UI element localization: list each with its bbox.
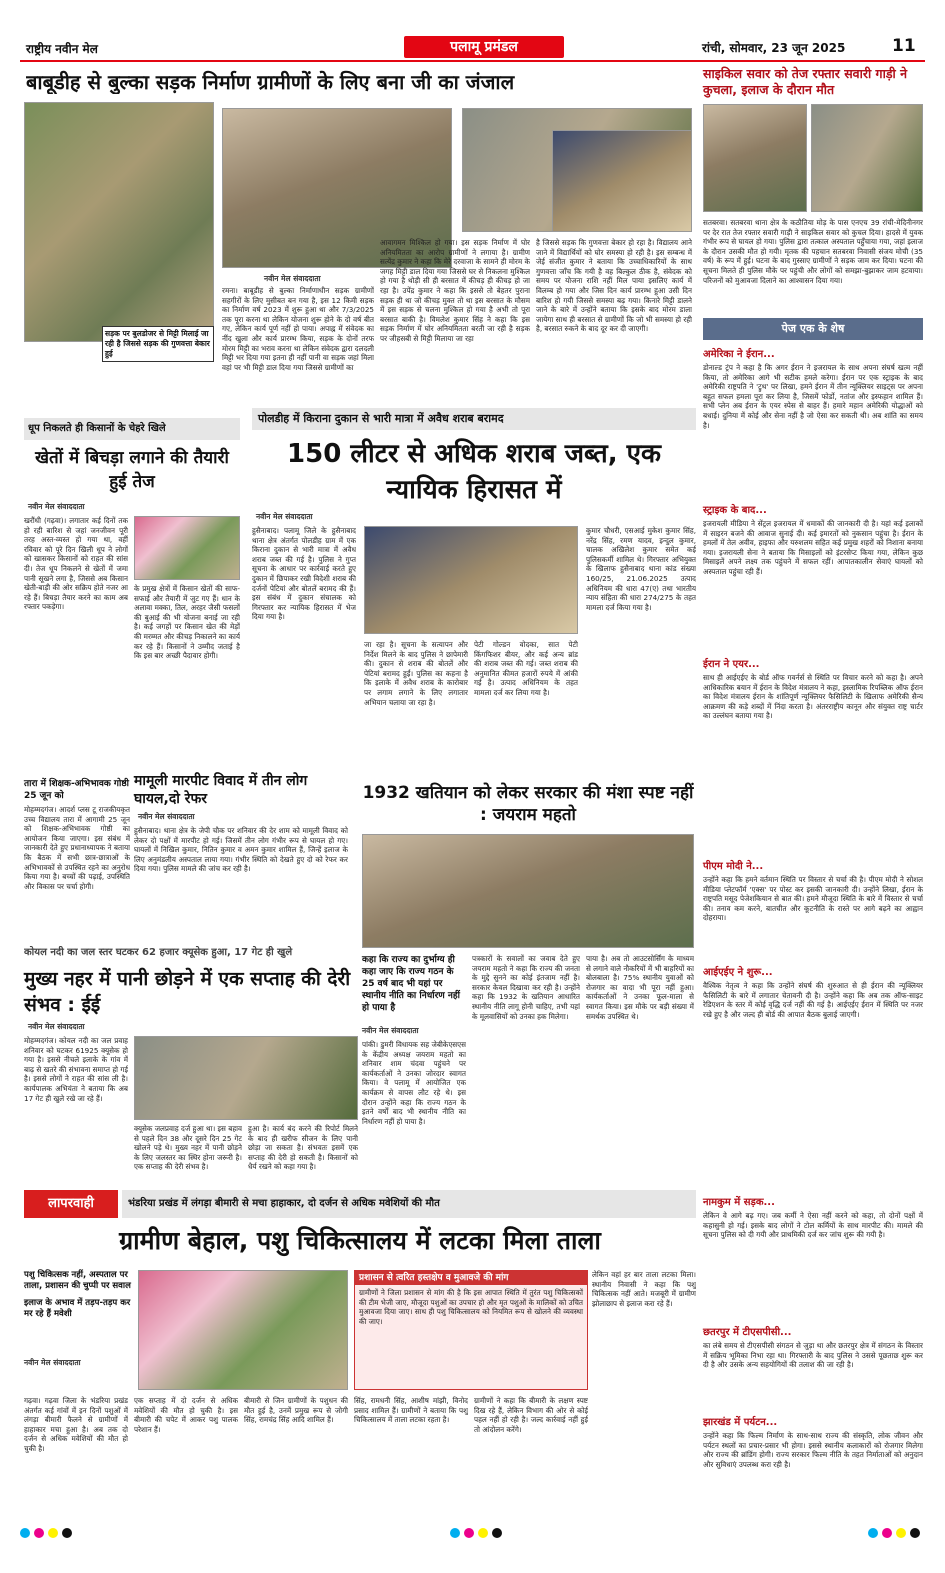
continued-text: साथ ही आईएईए के बोर्ड ऑफ गवर्नर्स से स्थिति पर विचार करने को कहा है। अपने आधिकारिक बयान में ईरान के विदेश मंत्रालय ने कहा, इस्लामिक रिपब्लिक ऑफ ईरान का विदेश मंत्रालय ईरान के शांतिपूर्ण न्यूक्लियर फैसिलिटी के खिलाफ अमेरिकी सैन्य आक्रमण की कड़े शब्दों में निंदा करता है। अंतरराष्ट्रीय कानून और संयुक्त राष्ट्र चार्टर का उल्लंघन बताया गया है। — [703, 673, 923, 721]
story-text-col5: ग्रामीणों ने कहा कि बीमारी के लक्षण स्पष्ट दिख रहे हैं, लेकिन विभाग की ओर से कोई पहल नहीं हो रही है। जल्द कार्रवाई नहीं हुई तो आंदोलन करेंगे। — [474, 1396, 588, 1434]
headline: साइकिल सवार को तेज रफ्तार सवारी गाड़ी ने कुचला, इलाज के दौरान मौत — [703, 66, 908, 97]
continued-head: स्ट्राइक के बाद... — [703, 505, 767, 516]
brief-meeting — [24, 778, 130, 938]
headline: 1932 खतियान को लेकर सरकार की मंशा स्पष्ट नहीं : जयराम महतो — [362, 783, 694, 825]
byline: नवीन मेल संवाददाता — [138, 812, 195, 821]
story-text-col3: हुआ है। कार्य बंद करने की रिपोर्ट मिलने के बाद ही खरीफ सीजन के लिए पानी छोड़ा जा सकता है। संभवतः इसमें एक सप्ताह की देरी हो सकती है। किसानों को धैर्य रखने को कहा गया है। — [248, 1124, 358, 1172]
story-text-col2: क्यूसेक जलप्रवाह दर्ज हुआ था। इस बहाव से पहले दिन 38 और दूसरे दिन 25 गेट खोलने पड़े थे। मुख्य नहर में पानी छोड़ने के लिए जलस्तर का स्थिर होना जरूरी है। एक सप्ताह की देरी संभव है। — [134, 1124, 242, 1172]
story-cyclist-accident — [703, 64, 925, 314]
story-text-col2: आवागमन मिश्किल हो गया। इस सड़क निर्माण में घोर अनियमितता का आरोप ग्रामीणों ने लगाया है। ग्रामीण सत्येंद्र कुमार ने कहा कि मेरे दरवाजा के सामने ही मोरम के जगह मिट्टी डाल दिया गया जिससे घर से निकलना मुश्किल हो गया है थोड़ी सी ही बरसात में कीचड़ ही कीचड़ हो जा रहा है। उपेंद्र कुमार ने कहा कि इससे तो बेहतर पुराना सड़क ही था जो कीचड़ मुक्त तो था इस बरसात के मौसम में इस सड़क से चलना मुश्किल हो गया है अभी तो पूरा बरसात बाकी है। विमलेश कुमार सिंह ने कहा कि इस सड़क निर्माण में घोर अनियमितता बरती जा रही है सड़क पर जीहसबी से मिट्टी मिलाया जा रहा — [380, 238, 530, 343]
headline: ग्रामीण बेहाल, पशु चिकित्सालय में लटका मिला ताला — [119, 1226, 601, 1255]
story-text-col1: हुसैनाबाद। पलामू जिले के हुसैनाबाद थाना क्षेत्र अंतर्गत पोलडीह ग्राम में एक किराना दुकान से भारी मात्रा में अवैध शराब जब्त की गई है। पुलिस ने गुप्त सूचना के आधार पर कार्रवाई करते हुए दुकान में छिपाकर रखी विदेशी शराब की दर्जनों पेटियां और बोतलें बरामद की हैं। इस संबंध में दुकान संचालक को गिरफ्तार कर न्यायिक हिरासत में भेज दिया गया है। — [252, 526, 356, 622]
photo-caption: सड़क पर बुलडोजर से मिट्टी मिलाई जा रही है जिससे सड़क की गुणवत्ता बेकार हुई — [102, 326, 214, 362]
road-photo-4 — [552, 130, 692, 232]
byline: नवीन मेल संवाददाता — [264, 274, 321, 283]
registration-mark — [492, 1528, 502, 1538]
demand-title: प्रशासन से त्वरित हस्तक्षेप व मुआवजे की मांग — [355, 1271, 587, 1285]
headline: तारा में शिक्षक-अभिभावक गोष्ठी 25 जून को — [24, 779, 129, 801]
seized-liquor-photo — [364, 526, 578, 634]
paper-name: राष्ट्रीय नवीन मेल — [26, 42, 98, 56]
continued-item — [703, 1324, 923, 1408]
headline: 150 लीटर से अधिक शराब जब्त, एक न्यायिक हिरासत में — [287, 439, 661, 505]
kicker: पोलडीह में किराना दुकान से भारी मात्रा में अवैध शराब बरामद — [252, 408, 696, 430]
kicker: भंडरिया प्रखंड में लंगड़ा बीमारी से मचा हाहाकार, दो दर्जन से अधिक मवेशियों की मौत — [122, 1190, 696, 1218]
story-text-col3: है जिससे सड़क कि गुणवत्ता बेकार हो रहा है। विद्यालय आने जाने में विद्यार्थियों को घोर समस्या हो रही है। इस सम्बन्ध में जेई संजीत कुमार ने बताया कि उच्चाधिकारियों के साथ गुणवत्ता जाँच कि गयी है वह बिल्कुल ठीक है, संवेदक को समय पर योजना राशि नहीं मिल पाया इसलिए कार्य में विलम्ब हो गया और जिस दिन कार्य प्रारम्भ हुआ उसी दिन बारिश हो गयी जिससे समस्या बढ़ गया। किनारे मिट्टी डालने जाने के बारे में उन्होंने बताया कि इसके बाद मोरम डाला जायेगा साथ ही बरसात से ग्रामीणों कि जो भी समस्या हो रही है, बरसात रुकने के बाद दूर कर दी जाएगी। — [536, 238, 692, 334]
continued-item — [703, 502, 923, 652]
byline: नवीन मेल संवाददाता — [256, 512, 313, 521]
continued-head: ईरान ने एयर... — [703, 659, 760, 670]
pullquote: कहा कि राज्य का दुर्भाग्य ही कहा जाए कि राज्य गठन के 25 वर्ष बाद भी यहां पर स्थानीय नीति का निर्धारण नहीं हो पाया है — [362, 955, 460, 1013]
story-text-col2: जा रहा है। सूचना के सत्यापन और निर्देश मिलने के बाद पुलिस ने छापेमारी की। दुकान से शराब की बोतलें और पेटियां बरामद हुईं। पुलिस का कहना है कि इलाके में अवैध शराब के कारोबार पर लगाम लगाने के लिए लगातार अभियान चलाया जा रहा है। — [364, 640, 468, 707]
tractor-photo — [134, 516, 240, 580]
story-jairam-mahto — [362, 782, 696, 1182]
bullet-item: पशु चिकित्सक नहीं, अस्पताल पर ताला, प्रशासन की चुप्पी पर सवाल — [24, 1270, 131, 1291]
registration-mark — [882, 1528, 892, 1538]
accident-photo-1 — [703, 104, 807, 212]
tag: लापरवाही — [24, 1190, 118, 1218]
byline: नवीन मेल संवाददाता — [362, 1026, 419, 1035]
registration-mark — [896, 1528, 906, 1538]
story-text-col2: के प्रमुख क्षेत्रों में किसान खेतों की साफ-सफाई और तैयारी में जुट गए हैं। धान के अलावा मक्का, तिल, अरहर जैसी फसलों की बुआई की भी योजना बनाई जा रही है। कई जगहों पर किसान खेत की मेड़ों की मरम्मत और कीचड़ निकालने का कार्य कर रहे हैं। किसानों ने उम्मीद जताई है कि इस बार अच्छी पैदावार होगी। — [134, 584, 240, 661]
registration-mark — [478, 1528, 488, 1538]
leaders-photo — [362, 834, 694, 948]
story-text-col4: सिंह, रामधनी सिंह, आशीष मांझी, विनोद प्रसाद शामिल हैं। ग्रामीणों ने बताया कि पशु चिकित्सालय में ताला लटका रहता है। — [354, 1396, 468, 1425]
road-photo-main — [24, 102, 214, 342]
continued-text: उन्होंने कहा कि फिल्म निर्माण के साथ-साथ राज्य की संस्कृति, लोक जीवन और पर्यटन स्थलों का प्रचार-प्रसार भी होगा। इससे स्थानीय कलाकारों को रोजगार मिलेगा और राज्य की ब्रांडिंग होगी। राज्य सरकार फिल्म नीति के तहत निर्माताओं को अनुदान और सुविधाएं उपलब्ध करा रही है। — [703, 1431, 923, 1469]
continued-head: झारखंड में पर्यटन... — [703, 1417, 778, 1428]
continued-item — [703, 964, 923, 1184]
story-text-col6: लेकिन वहां हर बार ताला लटका मिला। स्थानीय निवासी ने कहा कि पशु चिकित्सक नहीं आते। मजबूरी में ग्रामीण झोलाछाप से इलाज करा रहे हैं। — [592, 1270, 696, 1308]
story-text-col1: रमना। बाबूडीह से बुल्का निर्माणाधीन सड़क ग्रामीणों सहगीरों के लिए मुसीबत बन गया है, इस 12 किमी सड़क का निर्माण वर्ष 2023 में शुरू हुआ था और 7/3/2025 तक पूरा करना था लेकिन योजना शुरू होने के दो वर्ष बीत गए, लेकिन कार्य पूर्ण नहीं हो पाया। अपाह्न में संवेदक का नींद खुला और कार्य प्रारम्भ किया, सड़क के दोनों तरफ मोरम मिट्टी का भराव करना था लेकिन संवेदक द्वारा दलदली मिट्टी भर दिया गया इतना ही नहीं पानी वा सड़क जहां मिला वहां पर भी मिट्टी डाल दिया गया जिससे ग्रामीणों का — [222, 286, 374, 372]
section-label: पलामू प्रमंडल — [404, 36, 564, 58]
story-text-col1: गढ़वा। गढ़वा जिला के भंडरिया प्रखंड अंतर्गत कई गांवों में इन दिनों पशुओं में लंगड़ा बीमारी फैलने से ग्रामीणों में हाहाकार मचा हुआ है। अब तक दो दर्जन से अधिक मवेशियों की मौत हो चुकी है। — [24, 1396, 128, 1453]
kicker: कोयल नदी का जल स्तर घटकर 62 हजार क्यूसेक हुआ, 17 गेट ही खुले — [24, 947, 293, 958]
dateline: रांची, सोमवार, 23 जून 2025 — [702, 41, 846, 55]
registration-mark — [20, 1528, 30, 1538]
story-text-col1: पांकी। डुमरी विधायक सह जेबीकेएसएस के केंद्रीय अध्यक्ष जयराम महतो का शनिवार शाम चंदवा पहुंचने पर कार्यकर्ताओं ने उनका जोरदार स्वागत किया। वे पलामू में आयोजित एक कार्यक्रम से वापस लौट रहे थे। इस दौरान उन्होंने कहा कि राज्य गठन के इतने वर्षों बाद भी स्थानीय नीति का निर्धारण नहीं हो पाया है। — [362, 1040, 466, 1126]
story-text-col3: बीमारी से जिन ग्रामीणों के पशुधन की मौत हुई है, उनमें प्रमुख रूप से जोगी सिंह, रामचंद्र सिंह आदि शामिल हैं। — [244, 1396, 348, 1425]
bullet-list — [24, 1270, 134, 1326]
story-text-col4: कुमार चौधरी, एसआई मुकेश कुमार सिंह, नरेंद्र सिंह, रमण यादव, इन्दुल कुमार, चालक अखिलेश कुमार समेत कई पुलिसकर्मी शामिल थे। गिरफ्तार अभियुक्त के खिलाफ हुसैनाबाद थाना कांड संख्या 160/25, 21.06.2025 उत्पाद अधिनियम की धारा 47(ए) तथा भारतीय न्याय संहिता की धारा 274/275 के तहत मामला दर्ज किया गया है। — [586, 526, 696, 612]
demand-text: ग्रामीणों ने जिला प्रशासन से मांग की है कि इस आपात स्थिति में तुरंत पशु चिकित्सकों की टीम भेजी जाए, मौजूदा पशुओं का उपचार हो और मृत पशुओं के मालिकों को उचित मुआवजा दिया जाए। साथ ही पशु चिकित्सालय को नियमित रूप से खोलने की व्यवस्था की जाए। — [359, 1288, 583, 1326]
continued-banner: पेज एक के शेष — [703, 318, 923, 340]
headline: बाबूडीह से बुल्का सड़क निर्माण ग्रामीणों के लिए बना जी का जंजाल — [26, 70, 515, 94]
excavator-photo — [134, 1036, 358, 1120]
byline: नवीन मेल संवाददाता — [28, 1022, 85, 1031]
demand-box — [354, 1270, 588, 1390]
vet-hospital-photo — [138, 1270, 348, 1390]
story-veterinary-locked — [24, 1190, 696, 1523]
story-assault — [134, 712, 354, 942]
continued-text: इजरायली मीडिया ने सेंट्रल इजरायल में धमाकों की जानकारी दी है। यहां कई इलाकों में साइरन बजने की आवाज सुनाई दी। कई इमारतों को नुकसान पहुंचा है। ईरान के हमलों में तेल अवीव, हाइफा और यरुशलम सहित कई प्रमुख शहरों को निशाना बनाया गया। इजरायली सेना ने बताया कि मिसाइलों को इंटरसेप्ट किया गया, लेकिन कुछ मिसाइलें अपने लक्ष्य तक पहुंचने में सफल रहीं। आपातकालीन सेवाएं घायलों को अस्पताल पहुंचा रही हैं। — [703, 519, 923, 576]
registration-mark — [62, 1528, 72, 1538]
continued-text: उन्होंने कहा कि हमने वर्तमान स्थिति पर विस्तार से चर्चा की है। पीएम मोदी ने सोशल मीडिया प्लेटफॉर्म 'एक्स' पर पोस्ट कर इसकी जानकारी दी। उन्होंने लिखा, ईरान के राष्ट्रपति मसूद पेजेशकियान से बात की। हमने मौजूदा स्थिति के बारे में विस्तार से चर्चा की। तनाव कम करने, बातचीत और कूटनीति के रास्ते पर आगे बढ़ने का आह्वान दोहराया। — [703, 875, 923, 923]
continued-text: लेकिन वे आगे बढ़ गए। जब कर्मी ने ऐसा नहीं करने को कहा, तो दोनों पक्षों में कहासुनी हो गई। इसके बाद लोगों ने टोल कर्मियों के साथ मारपीट की। मामले की सूचना पुलिस को दी गयी और प्राथमिकी दर्ज कर जांच शुरू की गयी है। — [703, 1211, 923, 1240]
continued-item — [703, 656, 923, 846]
byline: नवीन मेल संवाददाता — [24, 1358, 81, 1367]
registration-mark — [464, 1528, 474, 1538]
bullet-item: इलाज के अभाव में तड़प-तड़प कर मर रहे हैं मवेशी — [24, 1298, 131, 1319]
continued-head: आईएईए ने शुरू... — [703, 967, 773, 978]
continued-head: नामकुम में सड़क... — [703, 1197, 775, 1208]
story-text-col3: पाया है। अब तो आउटसोर्सिंग के माध्यम से लगाने वाले नौकरियों में भी बाहरियों का बोलबाला है। 75% स्थानीय युवाओं को रोजगार का वादा भी पूरा नहीं हुआ। कार्यकर्ताओं ने उनका फूल-माला से स्वागत किया। इस मौके पर बड़ी संख्या में समर्थक उपस्थित थे। — [586, 954, 694, 1021]
masthead — [20, 36, 925, 62]
story-text: सतबरवा। सतबरवा थाना क्षेत्र के कठौतिया मोड़ के पास एनएच 39 रांची-मेदिनीनगर पर देर रात तेज रफ्तार सवारी गाड़ी ने साइकिल सवार को कुचल दिया। हादसे में युवक गंभीर रूप से घायल हो गया। पुलिस द्वारा तत्काल अस्पताल पहुँचाया गया, जहां इलाज के दौरान उसकी मौत हो गयी। मृतक की पहचान सतबरवा निवासी संजय मोची (35 वर्ष) के रूप में हुई। घटना के बाद गुस्साए ग्रामीणों ने सड़क जाम कर दिया। घटना की सूचना मिलते ही पुलिस मौके पर पहुंची और लोगों को समझा-बुझाकर जाम हटवाया। परिजनों को मुआवजा दिलाने का आश्वासन दिया गया। — [703, 218, 923, 285]
continued-text: का लंबे समय से टीएसपीसी संगठन से जुड़ा था और छतरपुर क्षेत्र में संगठन के विस्तार में सक्रिय भूमिका निभा रहा था। गिरफ्तारी के बाद पुलिस ने उससे पूछताछ शुरू कर दी है और उसके अन्य सहयोगियों की तलाश की जा रही है। — [703, 1341, 923, 1370]
kicker: धूप निकलते ही किसानों के चेहरे खिले — [24, 418, 240, 440]
story-text-col1: मोहम्मदगंज। कोयल नदी का जल प्रवाह शनिवार को घटकर 61925 क्यूसेक हो गया है। इससे नीचले इलाके के गांव में बाढ़ से खतरे की संभावना समाप्त हो गई है। इससे लोगों ने राहत की सांस ली है। कार्यपालक अभियंता ने बताया कि अब 17 गेट ही खुले रखे जा रहे हैं। — [24, 1036, 128, 1103]
story-text: मोहम्मदगंज। आदर्श प्लस टू राजकीयकृत उच्च विद्यालय तारा में आगामी 25 जून को शिक्षक-अभिभावक गोष्ठी का आयोजन किया जाएगा। इस संबंध में जानकारी देते हुए प्रधानाध्यापक ने बताया कि बैठक में सभी छात्र-छात्राओं के अभिभावकों से उपस्थित रहने का अनुरोध किया गया है। बच्चों की पढ़ाई, उपस्थिति और विकास पर चर्चा होगी। — [24, 805, 130, 891]
byline: नवीन मेल संवाददाता — [28, 502, 85, 511]
continued-head: अमेरिका ने ईरान... — [703, 349, 775, 360]
story-text: हुसैनाबाद। थाना क्षेत्र के जेपी चौक पर शनिवार की देर शाम को मामूली विवाद को लेकर दो पक्षों में मारपीट हो गई। जिसमें तीन लोग गंभीर रूप से घायल हो गए। घायलों में निखिल कुमार, नितिन कुमार व अमन कुमार शामिल हैं, जिन्हें इलाज के लिए अनुमंडलीय अस्पताल लाया गया। गंभीर स्थिति को देखते हुए दो को रेफर कर दिया गया। पुलिस मामले की जांच कर रही है। — [134, 826, 348, 874]
registration-mark — [450, 1528, 460, 1538]
continued-column — [703, 318, 925, 1523]
registration-mark — [868, 1528, 878, 1538]
top-rule — [20, 60, 925, 62]
headline: मुख्य नहर में पानी छोड़ने में एक सप्ताह की देरी संभव : ईई — [24, 968, 351, 1016]
headline: खेतों में बिचड़ा लगाने की तैयारी हुई तेज — [35, 448, 229, 492]
story-text-col2: पत्रकारों के सवालों का जवाब देते हुए जयराम महतो ने कहा कि राज्य की जनता के मुद्दे सुनने का कोई इंतजाम नहीं है। सरकार केवल दिखावा कर रही है। उन्होंने कहा कि 1932 के खतियान आधारित स्थानीय नीति लागू होनी चाहिए, तभी यहां के मूलवासियों को उनका हक मिलेगा। — [472, 954, 580, 1021]
registration-mark — [910, 1528, 920, 1538]
continued-item — [703, 858, 923, 958]
continued-text: डोनाल्ड ट्रंप ने कहा है कि अगर ईरान ने इजरायल के साथ अपना संघर्ष खत्म नहीं किया, तो अमेरिका आगे भी सटीक हमले करेगा। ईरान पर एक स्ट्राइक के बाद अमेरिकी राष्ट्रपति ने 'ट्रुथ' पर लिखा, हमने ईरान में तीन न्यूक्लियर साइट्स पर अपना बहुत सफल हमला पूरा कर लिया है, जिसमें फोर्डो, नतांज और इस्फहान शामिल हैं। सभी प्लेन अब ईरान के एयर स्पेस से बाहर हैं। हमारे महान अमेरिकी योद्धाओं को बधाई। दुनिया में कोई और सेना नहीं है जो ऐसा कर सकती थी। अब शांति का समय है। — [703, 363, 923, 430]
story-road-construction — [24, 64, 694, 380]
story-text-col3: पेटी गोल्डन वोदका, सात पेटी किंगफिशर बीयर, और कई अन्य ब्रांड की शराब जब्त की गई। जब्त शराब की अनुमानित कीमत हजारों रुपये में आंकी गई है। उत्पाद अधिनियम के तहत मामला दर्ज कर लिया गया है। — [474, 640, 578, 697]
continued-item — [703, 1194, 923, 1314]
story-text-col1: खरौंधी (गढ़वा)। लगातार कई दिनों तक हो रही बारिश से जहां जनजीवन पूरी तरह अस्त-व्यस्त हो गया था, वहीं रविवार को पूरे दिन खिली धूप ने लोगों को खासकर किसानों को राहत की सांस दी। तेज धूप निकलने से खेतों में जमा पानी सूखने लगा है, जिससे अब किसान खेती-बाड़ी की ओर सक्रिय होते नजर आ रहे हैं। बिचड़ा तैयार करने का काम अब रफ्तार पकड़ेगा। — [24, 516, 128, 612]
continued-head: छतरपुर में टीएसपीसी... — [703, 1327, 792, 1338]
continued-item — [703, 346, 923, 496]
story-text-col2: एक सप्ताह में दो दर्जन से अधिक मवेशियों की मौत हो चुकी है। इस बीमारी की चपेट में आकर पशु पालक परेशान हैं। — [134, 1396, 238, 1434]
registration-mark — [34, 1528, 44, 1538]
headline: मामूली मारपीट विवाद में तीन लोग घायल,दो रेफर — [134, 773, 308, 807]
continued-item — [703, 1414, 923, 1522]
accident-photo-2 — [811, 104, 923, 212]
page-number: 11 — [892, 36, 916, 56]
registration-mark — [48, 1528, 58, 1538]
continued-head: पीएम मोदी ने... — [703, 861, 764, 872]
continued-text: वैश्विक नेतृत्व ने कहा कि उन्होंने संघर्ष की शुरुआत से ही ईरान की न्यूक्लियर फैसिलिटी के बारे में लगातार चेतावनी दी है। उन्होंने कहा कि अब तक ऑफ-साइट रेडिएशन के स्तर में कोई वृद्धि दर्ज नहीं की गई है। आईएईए ईरान में स्थिति पर नजर रखे हुए है और जल्द ही बोर्ड की आपात बैठक बुलाई जाएगी। — [703, 981, 923, 1019]
color-registration-strip — [20, 1528, 925, 1540]
story-koel-river — [24, 946, 358, 1182]
